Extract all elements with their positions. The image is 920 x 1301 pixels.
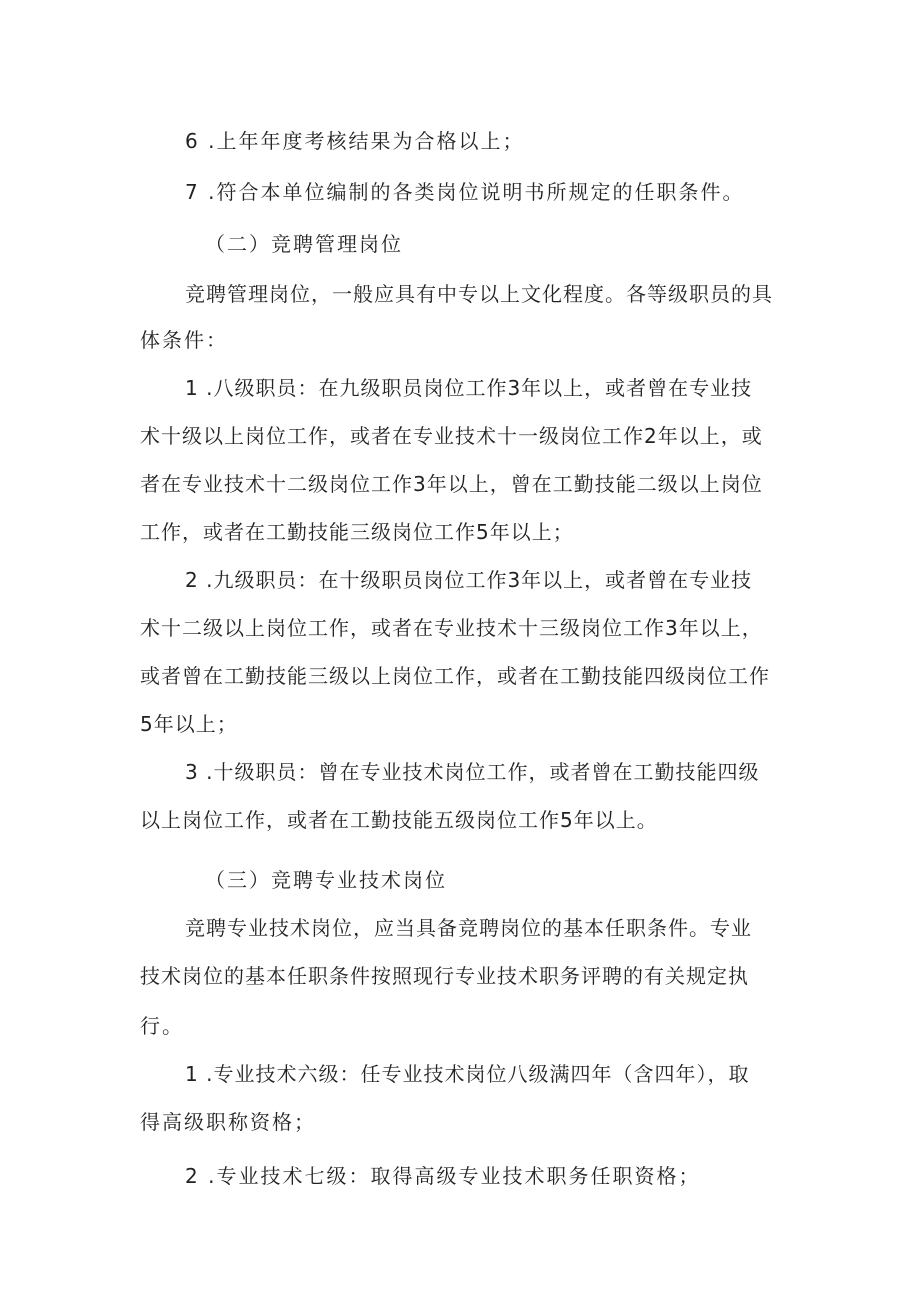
paragraph-line: 术十二级以上岗位工作，或者在专业技术十三级岗位工作3年以上， <box>140 616 763 640</box>
paragraph-line: 技术岗位的基本任职条件按照现行专业技术职务评聘的有关规定执 <box>140 964 749 988</box>
paragraph-line: 1 .专业技术六级：任专业技术岗位八级满四年（含四年），取 <box>185 1062 750 1086</box>
paragraph-line: 2 .九级职员：在十级职员岗位工作3年以上，或者曾在专业技 <box>185 568 753 592</box>
paragraph-line: 术十级以上岗位工作，或者在专业技术十一级岗位工作2年以上，或 <box>140 424 763 448</box>
section-heading: （二）竞聘管理岗位 <box>205 232 403 256</box>
paragraph-line: 5年以上； <box>140 712 238 736</box>
paragraph-line: 竞聘专业技术岗位，应当具备竞聘岗位的基本任职条件。专业 <box>185 916 752 940</box>
paragraph-line: 6 .上年年度考核结果为合格以上； <box>185 129 525 153</box>
paragraph-line: 者在专业技术十二级岗位工作3年以上，曾在工勤技能二级以上岗位 <box>140 472 763 496</box>
paragraph-line: 以上岗位工作，或者在工勤技能五级岗位工作5年以上。 <box>140 808 658 832</box>
section-heading: （三）竞聘专业技术岗位 <box>205 868 447 892</box>
paragraph-line: 行。 <box>140 1014 184 1038</box>
paragraph-line: 7 .符合本单位编制的各类岗位说明书所规定的任职条件。 <box>185 180 745 204</box>
paragraph-line: 得高级职称资格； <box>140 1110 316 1134</box>
paragraph-line: 3 .十级职员：曾在专业技术岗位工作，或者曾在工勤技能四级 <box>185 760 760 784</box>
paragraph-line: 体条件： <box>140 328 228 352</box>
paragraph-line: 工作，或者在工勤技能三级岗位工作5年以上； <box>140 520 574 544</box>
paragraph-line: 或者曾在工勤技能三级以上岗位工作，或者在工勤技能四级岗位工作 <box>140 664 770 688</box>
paragraph-line: 竞聘管理岗位，一般应具有中专以上文化程度。各等级职员的具 <box>185 282 773 306</box>
paragraph-line: 1 .八级职员：在九级职员岗位工作3年以上，或者曾在专业技 <box>185 376 753 400</box>
paragraph-line: 2 .专业技术七级：取得高级专业技术职务任职资格； <box>185 1164 701 1188</box>
